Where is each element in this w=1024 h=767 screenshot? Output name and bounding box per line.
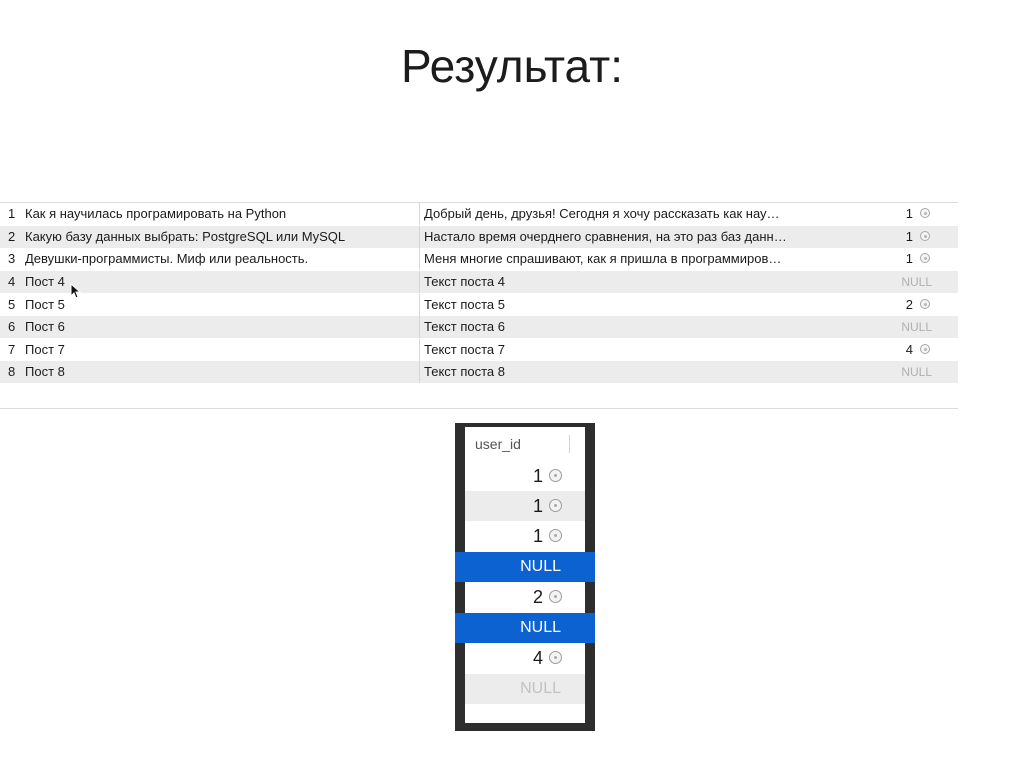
zoom-cell-value: 4 <box>532 648 543 668</box>
zoom-cell[interactable] <box>465 461 585 491</box>
column-divider <box>419 361 420 383</box>
cell-id: 4 <box>8 274 16 289</box>
column-divider <box>419 248 420 270</box>
table-row[interactable] <box>0 361 958 383</box>
column-divider <box>419 294 420 316</box>
result-grid <box>0 202 958 409</box>
cell-text: Текст поста 7 <box>424 342 505 357</box>
zoom-cell-value: 1 <box>532 496 543 516</box>
foreign-key-arrow-icon[interactable] <box>920 231 930 241</box>
cell-text: Текст поста 8 <box>424 364 505 379</box>
column-divider <box>419 339 420 361</box>
table-row[interactable] <box>0 248 958 270</box>
cell-text: Добрый день, друзья! Сегодня я хочу рассказать как нау… <box>424 206 780 221</box>
zoom-cell-value: 1 <box>532 526 543 546</box>
cell-title: Пост 6 <box>25 319 65 334</box>
cell-title: Пост 5 <box>25 297 65 312</box>
zoom-cell-selected[interactable] <box>455 613 595 643</box>
cell-user-id: NULL <box>901 275 932 289</box>
zoom-cell-value: 1 <box>532 466 543 486</box>
cell-user-id: 1 <box>905 206 913 221</box>
column-divider <box>419 316 420 338</box>
foreign-key-arrow-icon[interactable] <box>549 651 562 664</box>
cell-text: Настало время очерднего сравнения, на это раз баз данн… <box>424 229 787 244</box>
zoom-cell[interactable] <box>465 491 585 521</box>
cell-user-id: 2 <box>905 297 913 312</box>
zoom-cell-value: 2 <box>532 587 543 607</box>
table-row[interactable] <box>0 203 958 225</box>
foreign-key-arrow-icon[interactable] <box>920 344 930 354</box>
table-row[interactable] <box>0 271 958 293</box>
cell-title: Девушки-программисты. Миф или реальность. <box>25 251 309 266</box>
cell-title: Пост 8 <box>25 364 65 379</box>
zoom-cell-value: NULL <box>520 619 561 636</box>
mouse-cursor-icon <box>70 283 82 299</box>
cell-title: Какую базу данных выбрать: PostgreSQL или MySQL <box>25 229 346 244</box>
cell-title: Пост 4 <box>25 274 65 289</box>
cell-id: 6 <box>8 319 16 334</box>
zoom-cell-selected[interactable] <box>455 552 595 582</box>
cell-id: 5 <box>8 297 16 312</box>
zoom-cell-value: NULL <box>520 558 561 575</box>
foreign-key-arrow-icon[interactable] <box>920 299 930 309</box>
cell-user-id: NULL <box>901 365 932 379</box>
cell-id: 8 <box>8 364 16 379</box>
column-header-label: user_id <box>475 436 521 452</box>
cell-text: Текст поста 5 <box>424 297 505 312</box>
cell-user-id: NULL <box>901 320 932 334</box>
cell-user-id: 4 <box>905 342 913 357</box>
zoom-cell-value: NULL <box>520 680 561 697</box>
column-divider <box>569 435 570 453</box>
slide-title: Результат: <box>401 40 623 92</box>
table-row[interactable] <box>0 294 958 316</box>
foreign-key-arrow-icon[interactable] <box>549 469 562 482</box>
foreign-key-arrow-icon[interactable] <box>549 499 562 512</box>
cell-id: 2 <box>8 229 16 244</box>
foreign-key-arrow-icon[interactable] <box>549 529 562 542</box>
foreign-key-arrow-icon[interactable] <box>920 208 930 218</box>
cell-id: 7 <box>8 342 16 357</box>
cell-id: 3 <box>8 251 16 266</box>
foreign-key-arrow-icon[interactable] <box>920 253 930 263</box>
zoom-cell[interactable] <box>465 674 585 704</box>
zoom-cell[interactable] <box>465 582 585 612</box>
foreign-key-arrow-icon[interactable] <box>549 590 562 603</box>
cell-title: Пост 7 <box>25 342 65 357</box>
column-divider <box>419 226 420 248</box>
table-row[interactable] <box>0 316 958 338</box>
cell-text: Текст поста 6 <box>424 319 505 334</box>
column-header-user-id[interactable] <box>465 427 585 462</box>
cell-title: Как я научилась програмировать на Python <box>25 206 287 221</box>
column-divider <box>419 271 420 293</box>
cell-user-id: 1 <box>905 229 913 244</box>
column-divider <box>419 203 420 225</box>
cell-text: Текст поста 4 <box>424 274 505 289</box>
cell-user-id: 1 <box>905 251 913 266</box>
zoom-cell[interactable] <box>465 521 585 551</box>
table-row[interactable] <box>0 226 958 248</box>
table-row[interactable] <box>0 339 958 361</box>
cell-id: 1 <box>8 206 16 221</box>
cell-text: Меня многие спрашивают, как я пришла в программиров… <box>424 251 782 266</box>
zoom-cell[interactable] <box>465 643 585 673</box>
user-id-column-zoom <box>455 423 595 731</box>
